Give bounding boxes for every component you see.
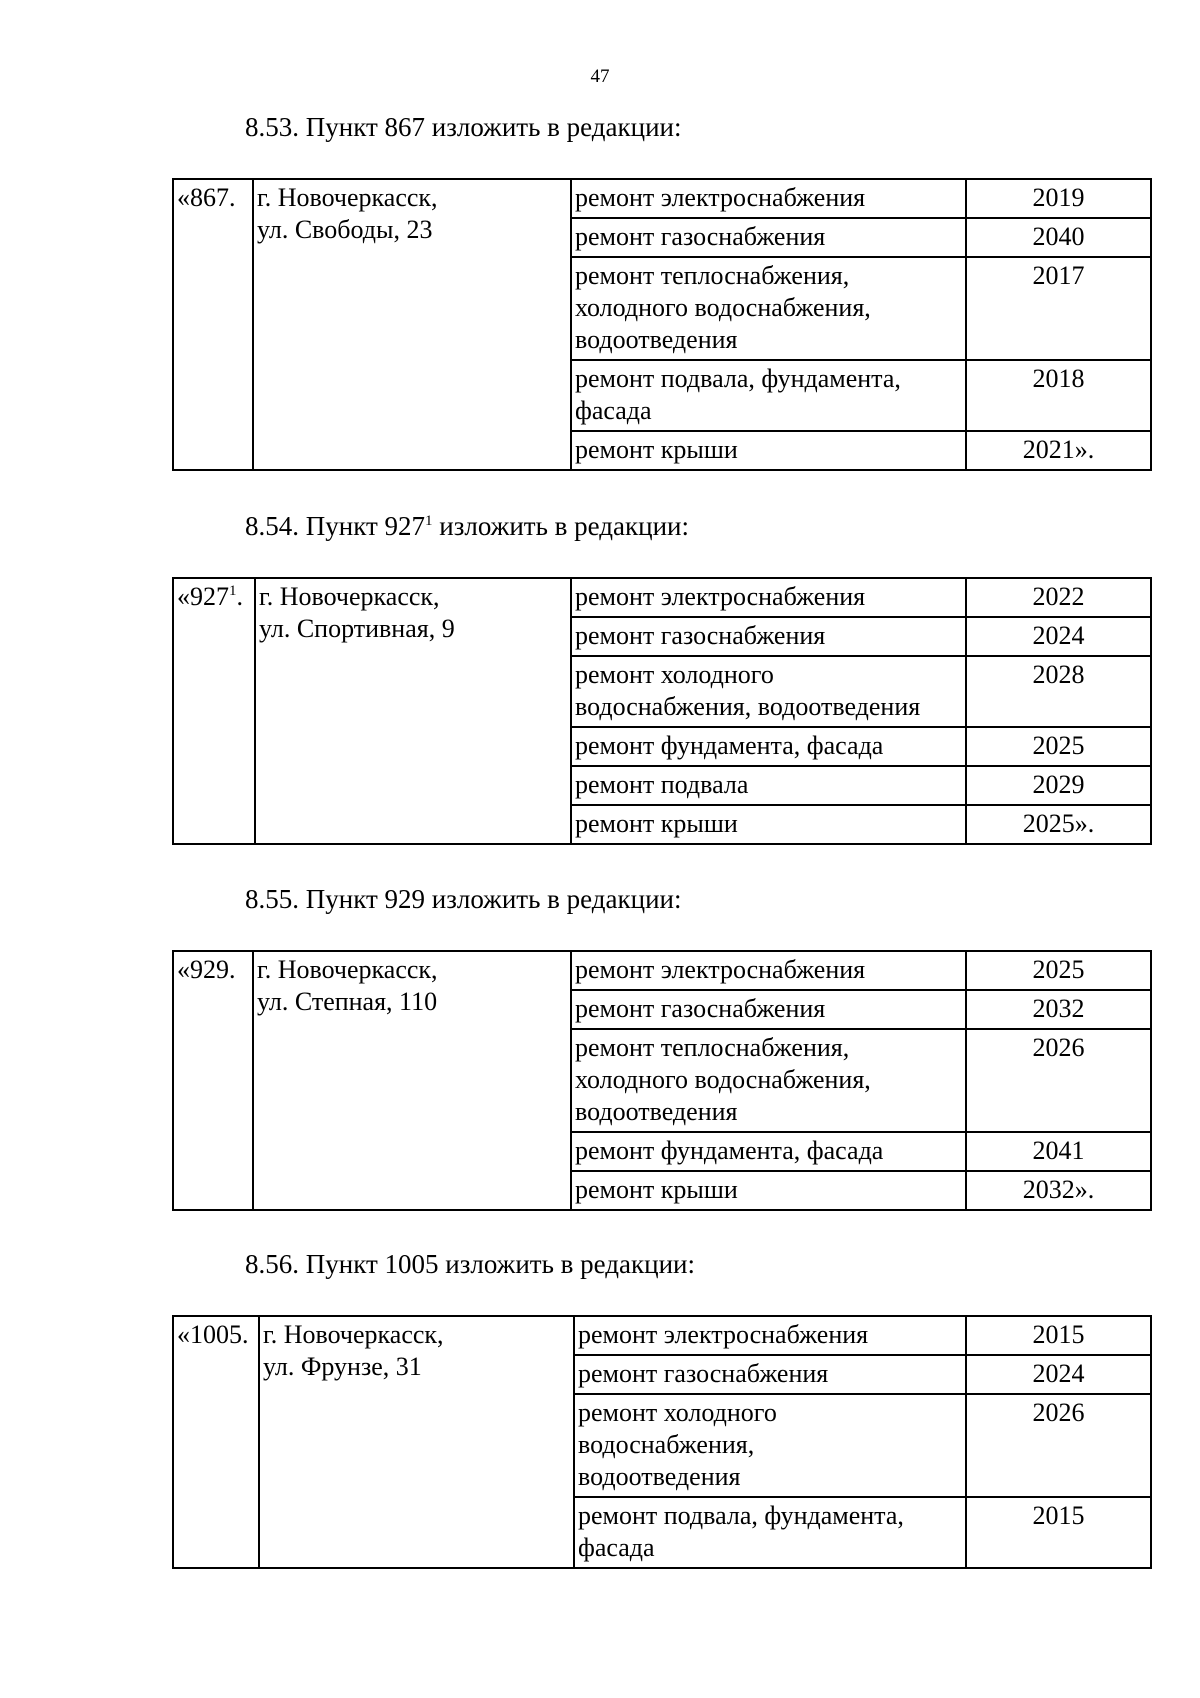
address-street: ул. Фрунзе, 31 <box>263 1352 422 1381</box>
work-line: ремонт холодного <box>575 660 774 689</box>
work-cell: ремонт газоснабжения <box>574 1355 966 1394</box>
address-city: г. Новочеркасск, <box>257 183 438 212</box>
work-line: водоснабжения, <box>578 1430 755 1459</box>
item-number-end: . <box>236 582 243 611</box>
work-line: ремонт теплоснабжения, <box>575 261 850 290</box>
year-cell: 2028 <box>966 656 1151 727</box>
year-cell: 2021». <box>966 431 1151 470</box>
work-cell: ремонт крыши <box>571 805 966 844</box>
heading-text-end: изложить в редакции: <box>425 112 682 142</box>
work-line: ремонт подвала, фундамента, <box>578 1501 904 1530</box>
item-number-cell <box>173 578 255 844</box>
item-number: «927 <box>177 582 229 611</box>
address-street: ул. Степная, 110 <box>257 987 438 1016</box>
work-cell <box>574 1497 966 1568</box>
address-cell <box>253 179 571 470</box>
year-cell: 2032 <box>966 990 1151 1029</box>
work-line: фасада <box>578 1533 655 1562</box>
address-street: ул. Свободы, 23 <box>257 215 433 244</box>
work-line: холодного водоснабжения, <box>575 1065 871 1094</box>
year-cell: 2024 <box>966 1355 1151 1394</box>
heading-text: 8.54. Пункт 927 <box>245 511 426 541</box>
work-cell <box>574 1394 966 1497</box>
item-number-cell <box>173 951 253 1210</box>
year-cell: 2040 <box>966 218 1151 257</box>
heading-text-end: изложить в редакции: <box>425 884 682 914</box>
year-cell: 2032». <box>966 1171 1151 1210</box>
section-heading <box>245 511 689 542</box>
work-cell <box>571 1029 966 1132</box>
work-cell: ремонт крыши <box>571 431 966 470</box>
work-line: фасада <box>575 396 652 425</box>
year-cell: 2017 <box>966 257 1151 360</box>
works-table <box>172 1315 1152 1569</box>
heading-text: 8.55. Пункт 929 <box>245 884 426 914</box>
heading-superscript: 1 <box>425 513 433 529</box>
address-cell <box>259 1316 574 1568</box>
work-line: водоотведения <box>578 1462 741 1491</box>
work-cell <box>571 360 966 431</box>
year-cell: 2041 <box>966 1132 1151 1171</box>
work-line: водоснабжения, водоотведения <box>575 692 921 721</box>
work-cell: ремонт электроснабжения <box>571 578 966 617</box>
year-cell: 2026 <box>966 1029 1151 1132</box>
work-cell: ремонт электроснабжения <box>574 1316 966 1355</box>
year-cell: 2018 <box>966 360 1151 431</box>
heading-text-end: изложить в редакции: <box>438 1249 695 1279</box>
work-cell: ремонт электроснабжения <box>571 951 966 990</box>
work-line: ремонт холодного <box>578 1398 777 1427</box>
work-cell: ремонт крыши <box>571 1171 966 1210</box>
works-table <box>172 178 1152 471</box>
year-cell: 2026 <box>966 1394 1151 1497</box>
year-cell: 2029 <box>966 766 1151 805</box>
section-heading <box>245 1249 695 1280</box>
year-cell: 2019 <box>966 179 1151 218</box>
work-cell: ремонт фундамента, фасада <box>571 1132 966 1171</box>
page-number: 47 <box>590 66 610 87</box>
address-city: г. Новочеркасск, <box>263 1320 444 1349</box>
work-cell: ремонт электроснабжения <box>571 179 966 218</box>
item-number: «1005. <box>177 1320 249 1349</box>
heading-text: 8.56. Пункт 1005 <box>245 1249 439 1279</box>
heading-text: 8.53. Пункт 867 <box>245 112 426 142</box>
works-table <box>172 577 1152 845</box>
year-cell: 2022 <box>966 578 1151 617</box>
work-line: холодного водоснабжения, <box>575 293 871 322</box>
address-cell <box>255 578 571 844</box>
work-line: ремонт теплоснабжения, <box>575 1033 850 1062</box>
address-city: г. Новочеркасск, <box>257 955 438 984</box>
year-cell: 2025». <box>966 805 1151 844</box>
item-number-cell <box>173 179 253 470</box>
section-heading <box>245 884 681 915</box>
work-cell: ремонт фундамента, фасада <box>571 727 966 766</box>
item-number-cell <box>173 1316 259 1568</box>
work-line: ремонт подвала, фундамента, <box>575 364 901 393</box>
work-cell: ремонт газоснабжения <box>571 218 966 257</box>
address-city: г. Новочеркасск, <box>259 582 440 611</box>
item-number: «929. <box>177 955 236 984</box>
heading-text-end: изложить в редакции: <box>432 511 689 541</box>
work-line: водоотведения <box>575 1097 738 1126</box>
work-cell: ремонт подвала <box>571 766 966 805</box>
year-cell: 2015 <box>966 1316 1151 1355</box>
work-cell <box>571 656 966 727</box>
year-cell: 2025 <box>966 951 1151 990</box>
work-cell: ремонт газоснабжения <box>571 617 966 656</box>
year-cell: 2025 <box>966 727 1151 766</box>
address-cell <box>253 951 571 1210</box>
work-line: водоотведения <box>575 325 738 354</box>
item-number-superscript: 1 <box>229 583 237 599</box>
work-cell <box>571 257 966 360</box>
item-number: «867. <box>177 183 236 212</box>
year-cell: 2024 <box>966 617 1151 656</box>
works-table <box>172 950 1152 1211</box>
address-street: ул. Спортивная, 9 <box>259 614 455 643</box>
year-cell: 2015 <box>966 1497 1151 1568</box>
work-cell: ремонт газоснабжения <box>571 990 966 1029</box>
section-heading <box>245 112 681 143</box>
